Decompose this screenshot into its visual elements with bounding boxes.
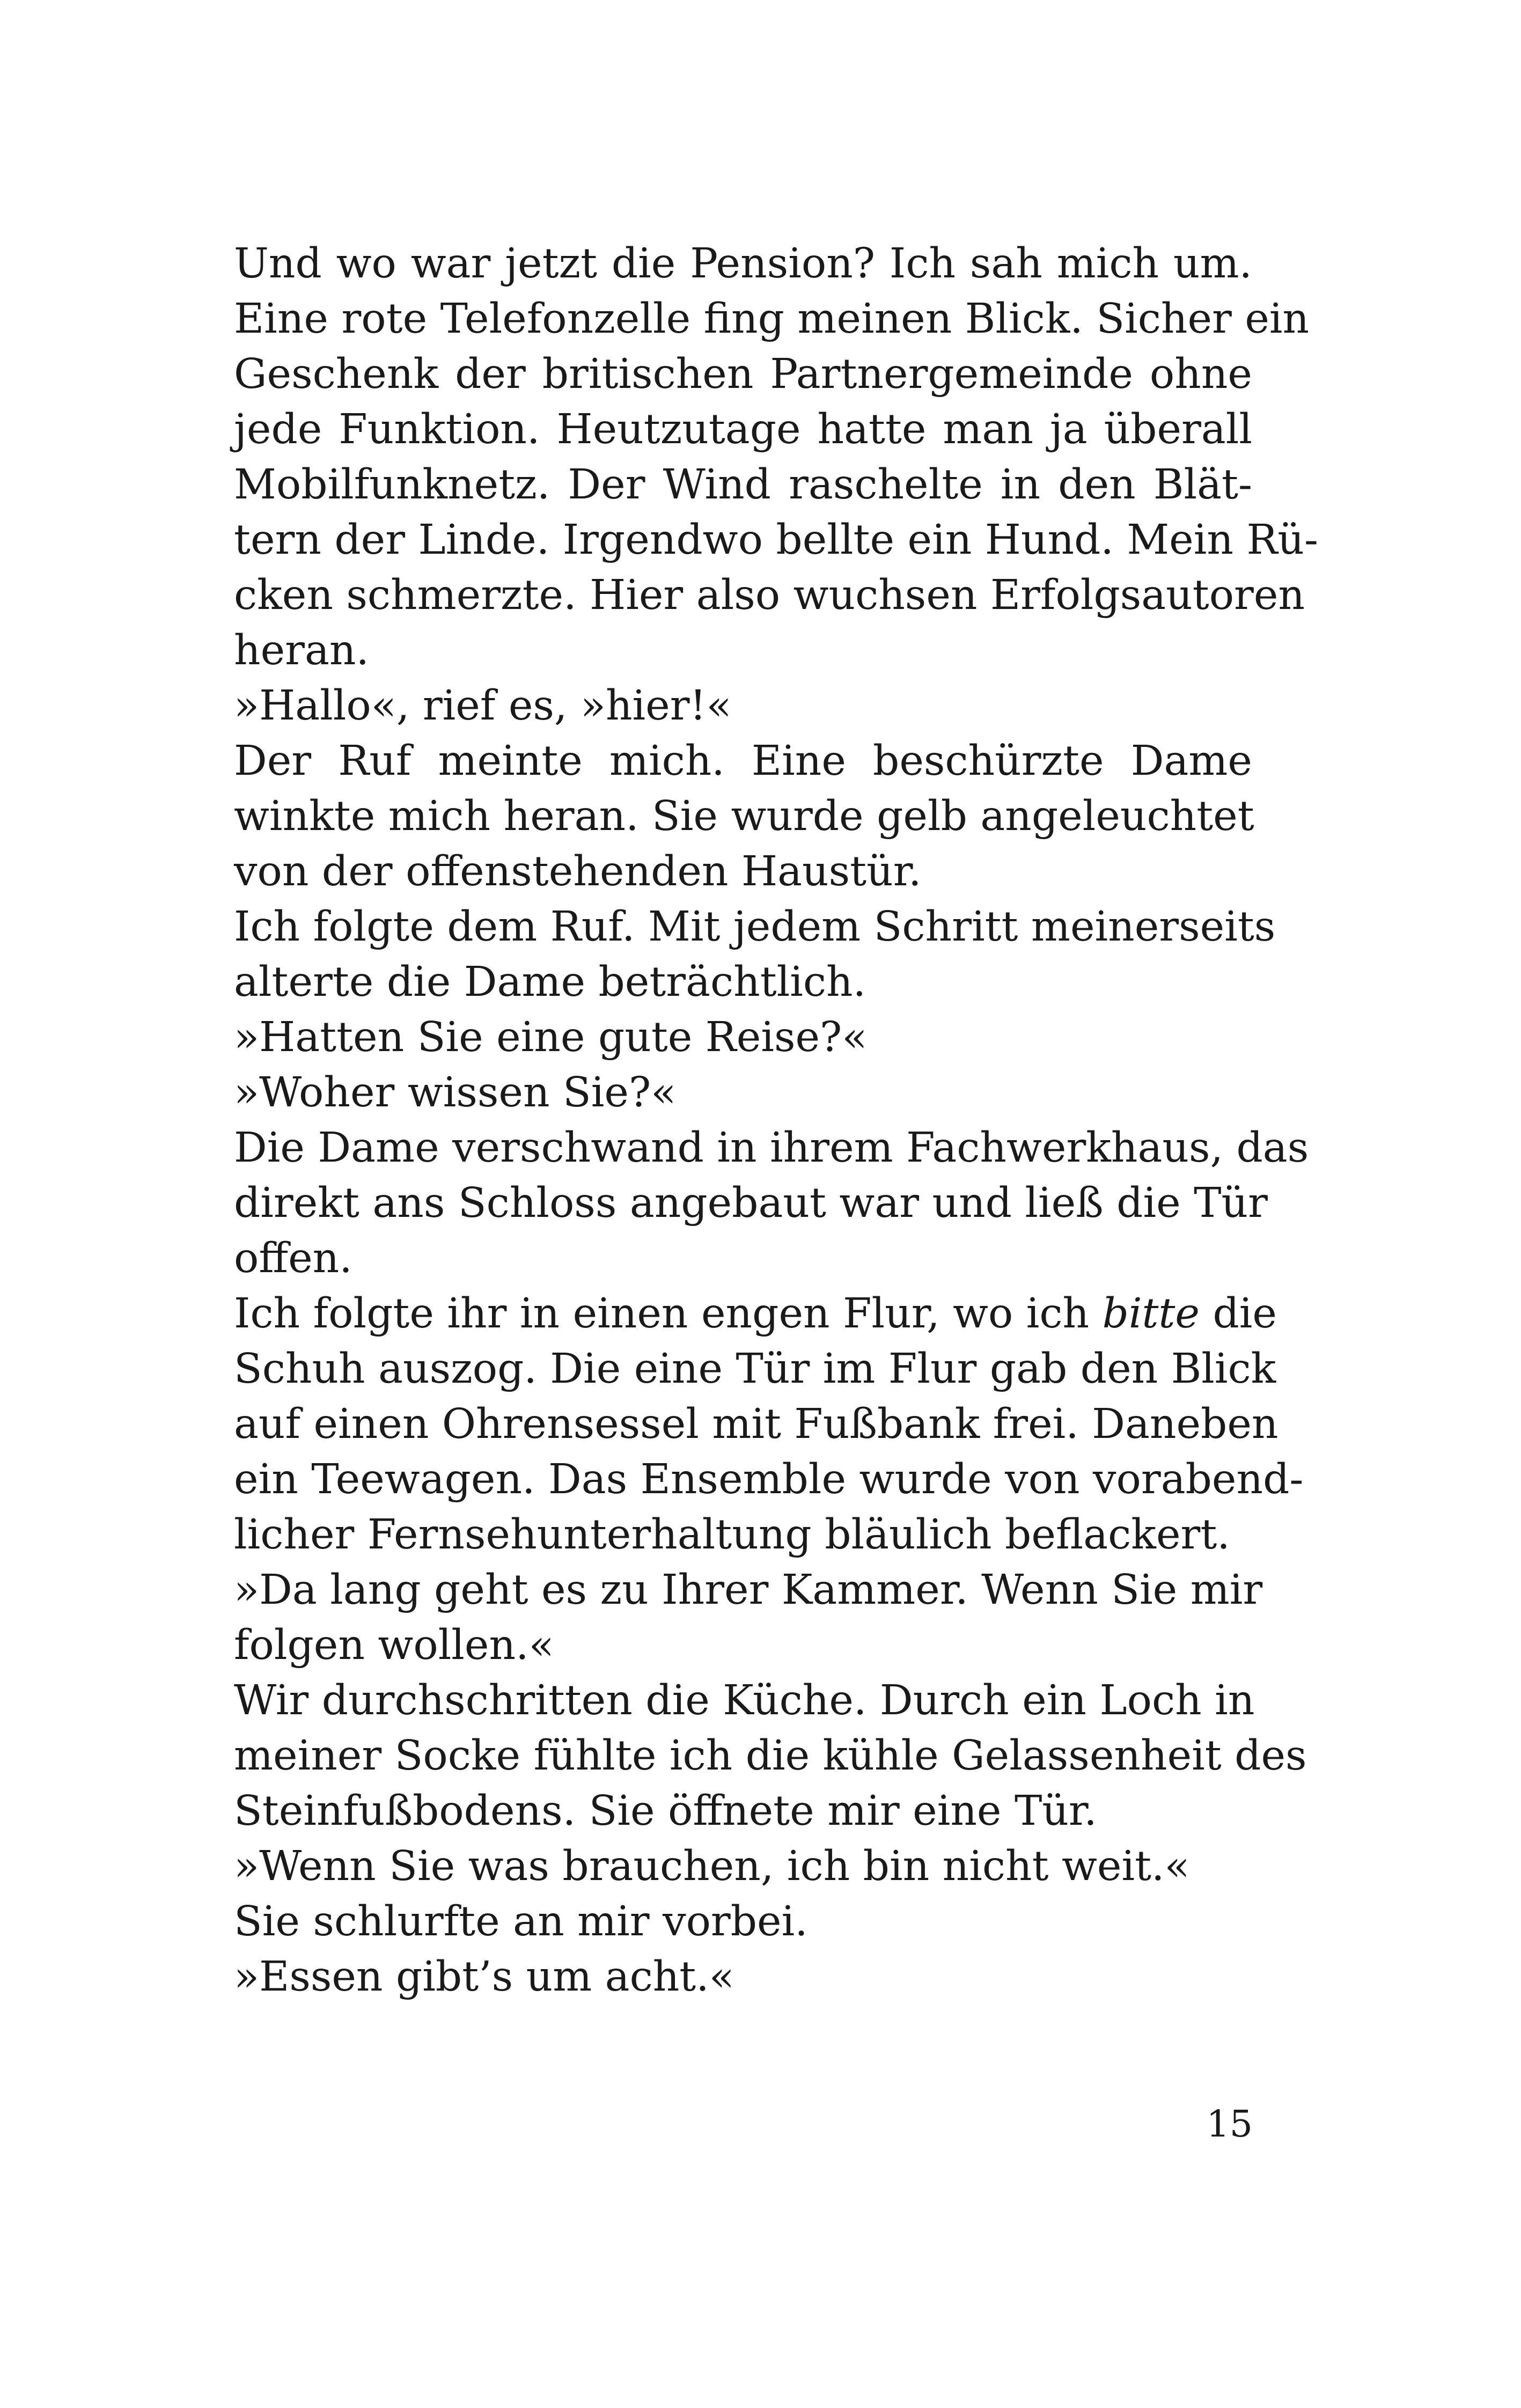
text-line: Steinfußbodens. Sie öffnete mir eine Tür. <box>234 1787 1097 1835</box>
page-number: 15 <box>1206 2103 1253 2146</box>
text-line: Wir durchschritten die Küche. Durch ein Loch in <box>234 1677 1255 1724</box>
text-line: winkte mich heran. Sie wurde gelb angeleuchtet <box>234 792 1254 840</box>
text-line: tern der Linde. Irgendwo bellte ein Hund. Mein Rü- <box>234 516 1319 564</box>
text-line: »Wenn Sie was brauchen, ich bin nicht weit.« <box>234 1842 1190 1890</box>
text-line: »Hatten Sie eine gute Reise?« <box>234 1014 868 1061</box>
text-line: auf einen Ohrensessel mit Fußbank frei. Daneben <box>234 1400 1278 1448</box>
text-line: cken schmerzte. Hier also wuchsen Erfolgsautoren <box>234 571 1305 619</box>
text-line: heran. <box>234 627 369 674</box>
text-line: Geschenk der britischen Partnergemeinde ohne <box>234 350 1252 398</box>
text-segment: die <box>1199 1290 1277 1338</box>
text-line: ein Teewagen. Das Ensemble wurde von vorabend- <box>234 1456 1304 1503</box>
text-line: von der offenstehenden Haustür. <box>234 848 922 895</box>
text-line: Die Dame verschwand in ihrem Fachwerkhaus, das <box>234 1124 1309 1172</box>
text-line: Und wo war jetzt die Pension? Ich sah mich um. <box>234 240 1252 288</box>
text-line: folgen wollen.« <box>234 1621 554 1669</box>
text-line: meiner Socke fühlte ich die kühle Gelassenheit des <box>234 1732 1307 1780</box>
body-text <box>234 236 1319 2005</box>
italic-word: bitte <box>1102 1290 1200 1338</box>
text-line: Der Ruf meinte mich. Eine beschürzte Dame <box>234 737 1252 785</box>
text-line: »Woher wissen Sie?« <box>234 1069 677 1117</box>
text-line: »Essen gibt’s um acht.« <box>234 1953 734 2001</box>
text-line: direkt ans Schloss angebaut war und ließ die Tür <box>234 1179 1268 1227</box>
text-line: »Hallo«, rief es, »hier!« <box>234 682 732 730</box>
text-line: Ich folgte dem Ruf. Mit jedem Schritt meinerseits <box>234 903 1276 951</box>
text-line: Schuh auszog. Die eine Tür im Flur gab den Blick <box>234 1345 1276 1393</box>
text-line: Eine rote Telefonzelle fing meinen Blick. Sicher ein <box>234 295 1310 343</box>
text-line: offen. <box>234 1235 352 1282</box>
text-segment: Ich folgte ihr in einen engen Flur, wo ich <box>234 1290 1103 1338</box>
text-line: licher Fernsehunterhaltung bläulich beflackert. <box>234 1511 1230 1559</box>
text-line: alterte die Dame beträchtlich. <box>234 958 866 1006</box>
text-line <box>234 1286 1277 1341</box>
text-line: Sie schlurfte an mir vorbei. <box>234 1898 808 1946</box>
text-line: »Da lang geht es zu Ihrer Kammer. Wenn Sie mir <box>234 1566 1263 1614</box>
text-line: Mobilfunknetz. Der Wind raschelte in den Blät- <box>234 461 1252 509</box>
text-line: jede Funktion. Heutzutage hatte man ja überall <box>234 406 1252 453</box>
